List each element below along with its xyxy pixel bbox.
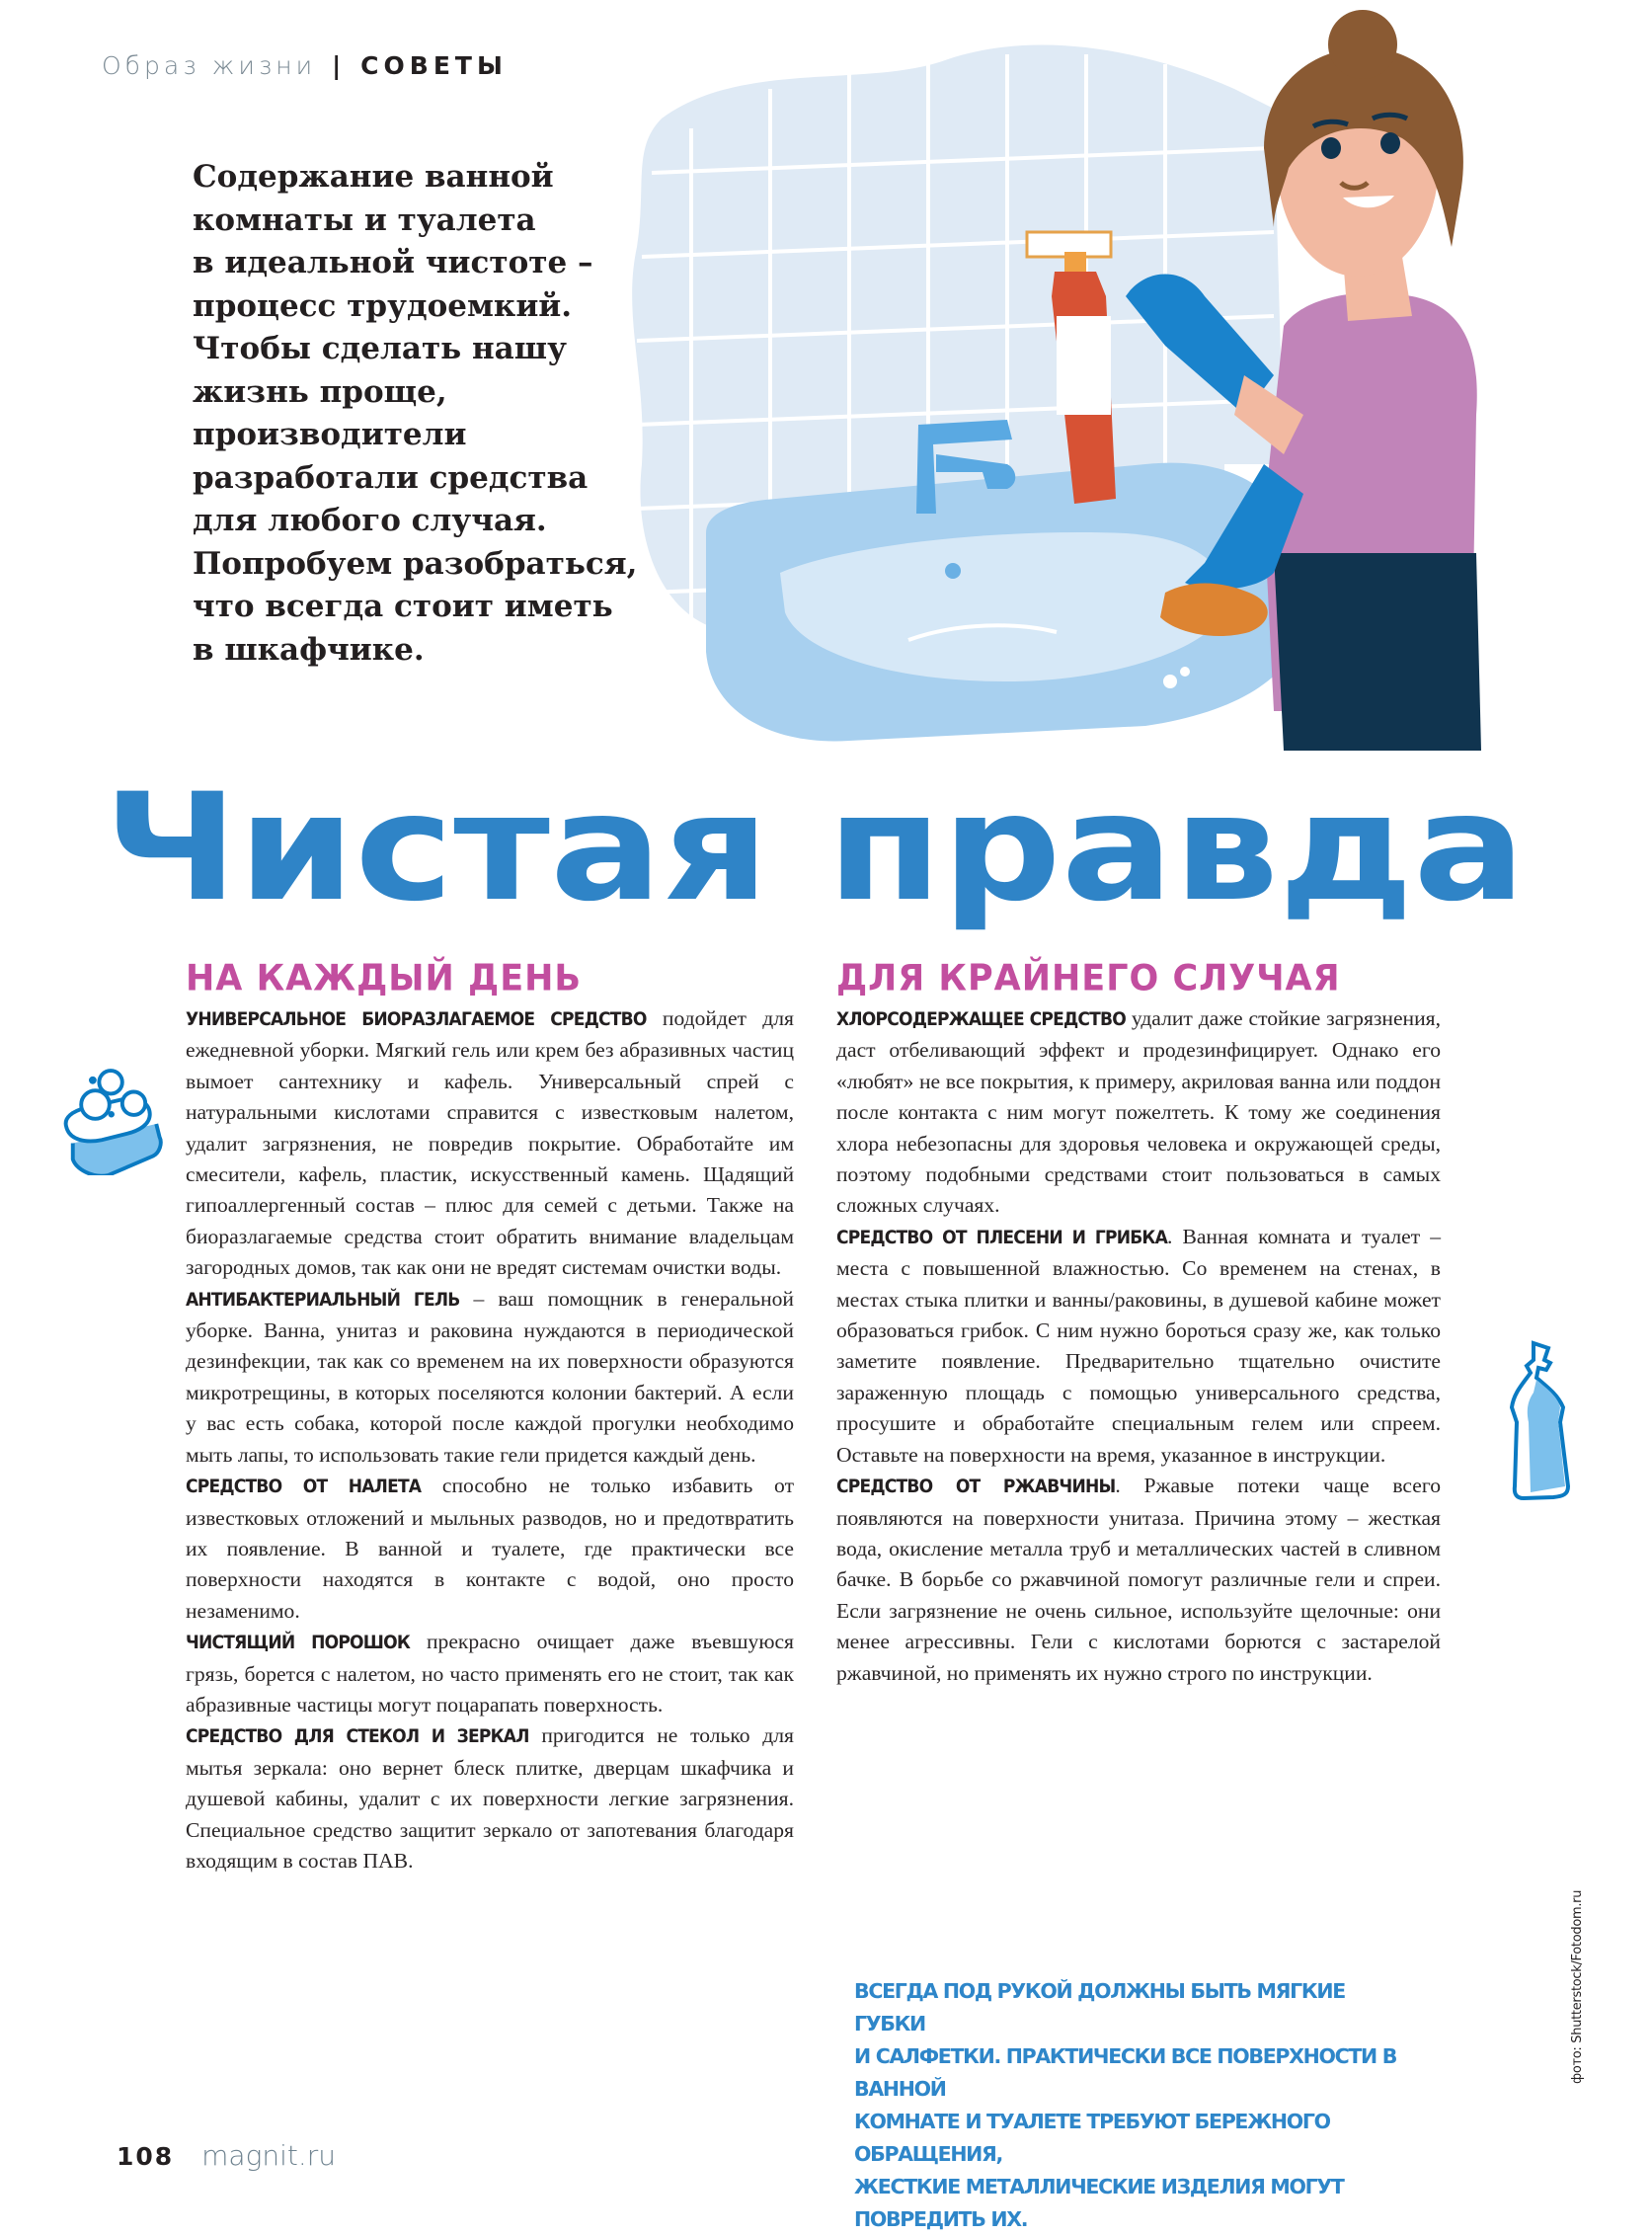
rubric-section: Образ жизни — [102, 51, 317, 80]
callout-line: ЖЕСТКИЕ МЕТАЛЛИЧЕСКИЕ ИЗДЕЛИЯ МОГУТ ПОВРЕДИТЬ ИХ. — [854, 2175, 1344, 2231]
product-description: прекрасно очищает даже въевшуюся грязь, борется с налетом, но часто применять его не стоит, так как абразивные частицы могут поцарапать поверхность. — [186, 1630, 794, 1717]
product-item — [186, 1471, 794, 1627]
lead-line: в идеальной чистоте – — [193, 245, 593, 280]
product-description: удалит даже стойкие загрязнения, даст отбеливающий эффект и продезинфицирует. Однако его «любят» не все покрытия, к примеру, акриловая ванна или поддон после контакта с ним могут пожелтеть. К тому же соединения хлора небезопасны для здоровья человека и окружающей среды, поэтому подобными средствами стоит пользоваться в самых сложных случаях. — [836, 1006, 1441, 1218]
page-number: 108 — [117, 2142, 175, 2171]
title-text: Чистая правда — [104, 765, 1527, 934]
product-description: – ваш помощник в генеральной уборке. Ванна, унитаз и раковина нуждаются в периодической дезинфекции, так как со временем на их поверхности образуются микротрещины, в которых поселяются колонии бактерий. А если у вас есть собака, которой после каждой прогулки необходимо мыть лапы, то использовать такие гели придется каждый день. — [186, 1286, 794, 1467]
section-heading-everyday: НА КАЖДЫЙ ДЕНЬ — [186, 958, 583, 1000]
lead-line: что всегда стоит иметь — [193, 589, 613, 624]
lead-line: Чтобы сделать нашу — [193, 331, 567, 366]
rubric-separator: | — [332, 51, 346, 80]
rubric — [102, 51, 508, 80]
cleaning-illustration — [592, 0, 1580, 751]
product-item — [836, 1471, 1441, 1689]
callout-line: ВСЕГДА ПОД РУКОЙ ДОЛЖНЫ БЫТЬ МЯГКИЕ ГУБКИ — [854, 1979, 1345, 2036]
product-term: АНТИБАКТЕРИАЛЬНЫЙ ГЕЛЬ — [186, 1288, 460, 1311]
bottle-icon — [1509, 1338, 1578, 1506]
article-title — [104, 765, 1545, 943]
site-link[interactable]: magnit.ru — [201, 2139, 337, 2172]
callout-tip — [854, 1975, 1407, 2236]
product-description: . Ржавые потеки чаще всего появляются на поверхности унитаза. Причина этому – жесткая вода, окисление металла труб и металлических частей в сливном бачке. В борьбе со ржавчиной помогут различные гели и спреи. Если загрязнение не очень сильное, используйте щелочные: они менее агрессивны. Гели с кислотами борются с застарелой ржавчиной, но применять их нужно строго по инструкции. — [836, 1474, 1441, 1685]
lead-line: Содержание ванной — [193, 159, 554, 195]
title-graphic — [104, 765, 1545, 943]
product-term: СРЕДСТВО ОТ НАЛЕТА — [186, 1476, 422, 1498]
product-item — [836, 1003, 1441, 1222]
product-description: пригодится не только для мытья зеркала: оно вернет блеск плитке, дверцам шкафчика и душевой кабины, удалит с их поверхности легкие загрязнения. Специальное средство защитит зеркало от запотевания благодаря входящим в состав ПАВ. — [186, 1723, 794, 1873]
product-item — [186, 1003, 794, 1284]
column-everyday — [186, 956, 794, 1877]
product-item — [186, 1720, 794, 1877]
section-heading-emergency: ДЛЯ КРАЙНЕГО СЛУЧАЯ — [836, 958, 1341, 1000]
page-footer — [117, 2139, 336, 2172]
product-term: СРЕДСТВО ОТ РЖАВЧИНЫ — [836, 1476, 1116, 1498]
lead-line: в шкафчике. — [193, 631, 425, 668]
product-term: УНИВЕРСАЛЬНОЕ БИОРАЗЛАГАЕМОЕ СРЕДСТВО — [186, 1008, 647, 1030]
lead-line: производители — [193, 417, 467, 452]
callout-line: КОМНАТЕ И ТУАЛЕТЕ ТРЕБУЮТ БЕРЕЖНОГО ОБРАЩЕНИЯ, — [854, 2110, 1330, 2166]
product-term: СРЕДСТВО ОТ ПЛЕСЕНИ И ГРИБКА — [836, 1226, 1168, 1248]
lead-line: Попробуем разобраться, — [193, 545, 638, 582]
product-term: СРЕДСТВО ДЛЯ СТЕКОЛ И ЗЕРКАЛ — [186, 1725, 529, 1748]
rubric-subsection: СОВЕТЫ — [360, 51, 508, 80]
product-description: подойдет для ежедневной уборки. Мягкий гель или крем без абразивных частиц вымоет сантехнику и кафель. Универсальный спрей с натуральными кислотами справится с известковым налетом, удалит загрязнения, не повредив покрытие. Обработайте им смесители, кафель, пластик, искусственный камень. Щадящий гипоаллергенный состав – плюс для семей с детьми. Также на биоразлагаемые средства стоит обратить внимание владельцам загородных домов, так как они не вредят системам очистки воды. — [186, 1006, 794, 1280]
lead-paragraph — [193, 156, 638, 672]
photo-credit: фото: Shutterstock/Fotodom.ru — [1570, 1889, 1585, 2084]
callout-line: И САЛФЕТКИ. ПРАКТИЧЕСКИ ВСЕ ПОВЕРХНОСТИ В ВАННОЙ — [854, 2044, 1397, 2101]
column-emergency — [836, 956, 1441, 1689]
lead-line: для любого случая. — [193, 503, 547, 538]
product-description: . Ванная комната и туалет – места с повышенной влажностью. Со временем на стенах, в местах стыка плитки и ванны/раковины, в душевой кабине может образоваться грибок. С ним нужно бороться сразу же, как только заметите появление. Предварительно тщательно очистите зараженную площадь с помощью универсального средства, просушите и обработайте специальным гелем или спреем. Оставьте на поверхности на время, указанное в инструкции. — [836, 1224, 1442, 1467]
lead-line: разработали средства — [193, 459, 589, 496]
product-term: ЧИСТЯЩИЙ ПОРОШОК — [186, 1632, 410, 1654]
product-item — [186, 1284, 794, 1471]
product-item — [186, 1627, 794, 1720]
lead-line: жизнь проще, — [193, 373, 447, 410]
product-term: ХЛОРСОДЕРЖАЩЕЕ СРЕДСТВО — [836, 1008, 1126, 1030]
product-item — [836, 1222, 1441, 1471]
lead-line: процесс трудоемкий. — [193, 287, 573, 324]
lead-line: комнаты и туалета — [193, 201, 536, 238]
soap-icon — [38, 1047, 166, 1175]
product-description: способно не только избавить от известковых отложений и мыльных разводов, но и предотвратить их появление. В ванной и туалете, где практически все поверхности находятся в контакте с водой, оно просто незаменимо. — [186, 1474, 795, 1623]
woman-cleaning-sink-illustration — [592, 0, 1580, 751]
